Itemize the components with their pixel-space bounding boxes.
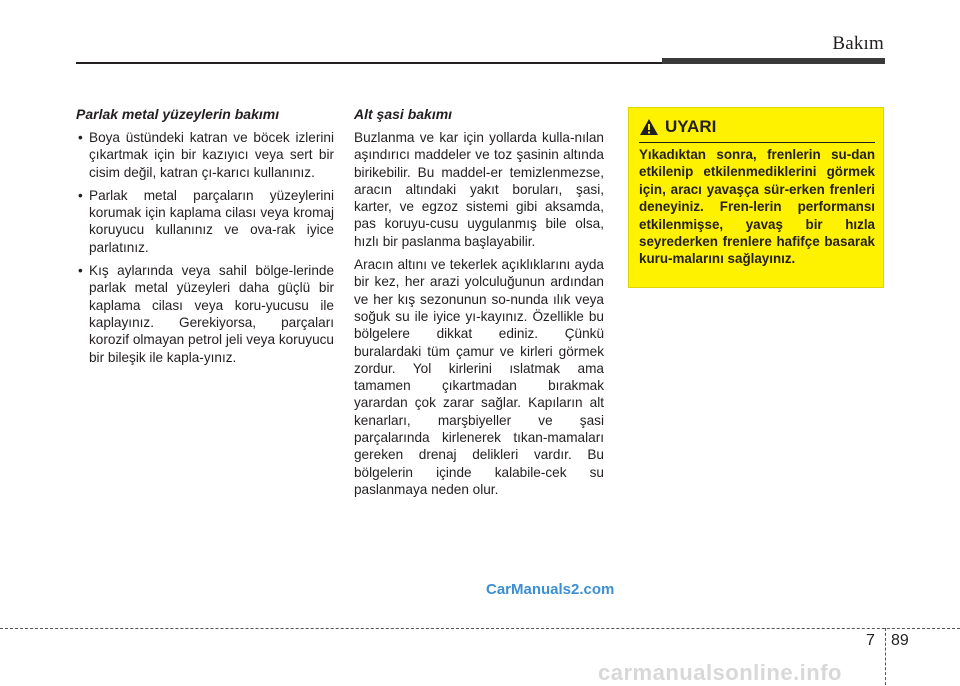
bullet-text: Boya üstündeki katran ve böcek izlerini çıkartmak için bir kazıyıcı veya sert bir cisim değil, katran çı-karıcı kullanınız.	[89, 130, 334, 180]
bullet-icon: •	[78, 187, 83, 203]
paragraph: Buzlanma ve kar için yollarda kulla-nılan aşındırıcı maddeler ve toz şasinin altında birikebilir. Bu maddel-er temizlenmezse, aracın altındaki yakıt boruları, şasi, karter, ve egzoz sistemi gibi aksamda, pas koruyu-cusu uygulanmış bile olsa, hızlı bir paslanma başlayabilir.	[354, 130, 604, 249]
bottom-watermark: carmanualsonline.info	[598, 660, 842, 685]
warning-divider	[639, 142, 875, 143]
header-bar	[662, 58, 885, 64]
section-title-metal: Parlak metal yüzeylerin bakımı	[76, 106, 280, 122]
watermark-link[interactable]: CarManuals2.com	[486, 581, 615, 598]
page-header-title: Bakım	[832, 33, 884, 54]
footer-divider	[0, 628, 960, 629]
bullet-icon: •	[78, 130, 83, 145]
footer-vertical-divider	[885, 628, 886, 685]
bullet-text: Parlak metal parçaların yüzeylerini korumak için kaplama cilası veya kromaj koruyucu kullanınız ve ova-rak iyice parlatınız.	[89, 187, 334, 255]
bullet-icon: •	[78, 263, 83, 279]
warning-triangle-icon	[639, 118, 659, 136]
bullet-text: Kış aylarında veya sahil bölge-lerinde parlak metal yüzeyleri daha güçlü bir kaplama cilası veya koru-yucusu ile kaplayınız. Gerekiyorsa, parçaları korozif olmayan petrol jeli veya koruyucu bir bileşik ile kapla-yınız.	[89, 263, 334, 365]
list-item	[76, 262, 334, 366]
left-column	[76, 105, 334, 372]
list-item	[76, 129, 334, 181]
page-number: 89	[891, 632, 909, 649]
middle-column	[354, 105, 604, 504]
warning-text: Yıkadıktan sonra, frenlerin su-dan etkilenip etkilenmediklerini görmek için, aracı yavaşça sür-erken frenleri deneyiniz. Fren-lerin performansı etkilenmişse, yavaş bir hızla seyrederken frenlere hafifçe basarak kuru-malarını sağlayınız.	[639, 147, 875, 267]
warning-header	[639, 117, 716, 137]
section-title-underbody: Alt şasi bakımı	[354, 106, 453, 122]
bullet-list	[76, 129, 334, 366]
list-item	[76, 187, 334, 256]
paragraph: Aracın altını ve tekerlek açıklıklarını ayda bir kez, her arazi yolculuğunun ardından ve her kış sezonunun so-nunda ılık veya soğuk su ile iyice yı-kayınız. Özellikle bu bölgelere dikkat ediniz. Çünkü buralardaki tüm çamur ve kirleri görmek zordur. Yol kirlerini ıslatmak ama tamamen çıkartmadan bırakmak yarardan çok zarar sağlar. Kapıların alt kenarları, marşbiyeller ve şasi parçalarında kirlenerek tıkan-mamaları gereken drenaj delikleri vardır. Bu bölgelerin içinde kalabile-cek su paslanmaya neden olur.	[354, 257, 604, 497]
chapter-number: 7	[866, 632, 875, 649]
warning-title: UYARI	[665, 117, 717, 136]
header-rule	[76, 62, 662, 64]
warning-box	[628, 107, 884, 288]
